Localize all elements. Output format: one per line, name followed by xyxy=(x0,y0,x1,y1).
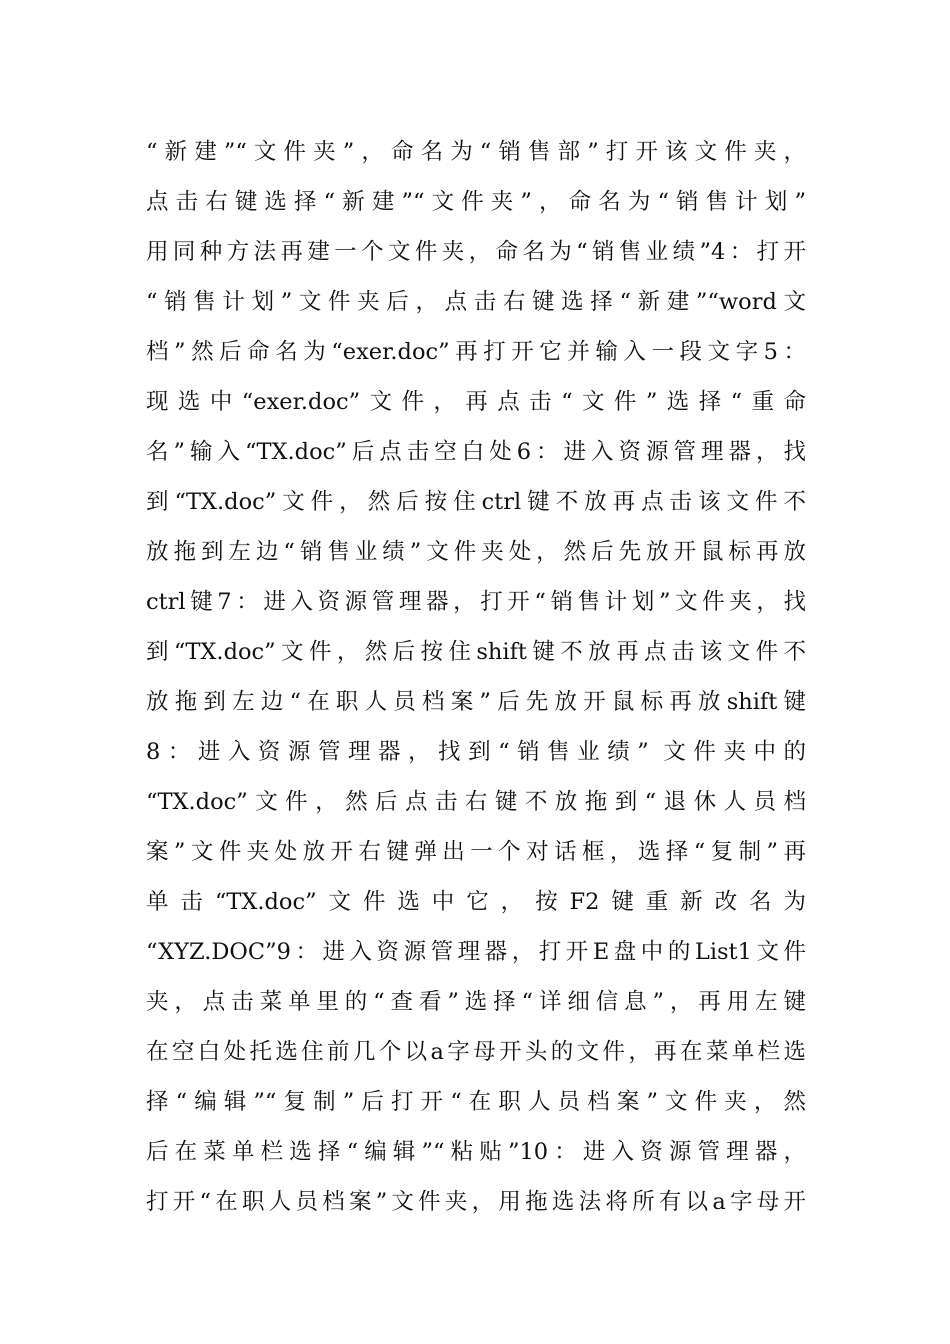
document-body-text xyxy=(146,127,806,1227)
text-line-13: 8：进入资源管理器，找到“销售业绩” 文件夹中的 xyxy=(146,739,806,765)
text-line-17: “XYZ.DOC”9：进入资源管理器，打开E盘中的List1文件 xyxy=(146,939,806,965)
text-line-2: 点击右键选择“新建”“文件夹”，命名为“销售计划” xyxy=(146,189,806,215)
text-line-18: 夹，点击菜单里的“查看”选择“详细信息”，再用左键 xyxy=(146,989,806,1015)
text-line-12: 放拖到左边“在职人员档案”后先放开鼠标再放shift键 xyxy=(146,689,806,715)
text-line-7: 名”输入“TX.doc”后点击空白处6：进入资源管理器，找 xyxy=(146,439,806,465)
text-line-5: 档”然后命名为“exer.doc”再打开它并输入一段文字5： xyxy=(146,339,806,365)
text-line-19: 在空白处托选住前几个以a字母开头的文件，再在菜单栏选 xyxy=(146,1039,806,1065)
text-line-22: 打开“在职人员档案”文件夹，用拖选法将所有以a字母开 xyxy=(146,1189,806,1215)
text-line-8: 到“TX.doc”文件，然后按住ctrl键不放再点击该文件不 xyxy=(146,489,806,515)
text-line-14: “TX.doc”文件，然后点击右键不放拖到“退休人员档 xyxy=(146,789,806,815)
text-line-4: “销售计划”文件夹后，点击右键选择“新建”“word文 xyxy=(146,289,806,315)
text-line-10: ctrl键7：进入资源管理器，打开“销售计划”文件夹，找 xyxy=(146,589,806,615)
text-line-16: 单击“TX.doc”文件选中它，按F2键重新改名为 xyxy=(146,889,806,915)
text-line-21: 后在菜单栏选择“编辑”“粘贴”10：进入资源管理器， xyxy=(146,1139,806,1165)
text-line-20: 择“编辑”“复制”后打开“在职人员档案”文件夹，然 xyxy=(146,1089,806,1115)
text-line-6: 现选中“exer.doc”文件，再点击“文件”选择“重命 xyxy=(146,389,806,415)
text-line-11: 到“TX.doc”文件，然后按住shift键不放再点击该文件不 xyxy=(146,639,806,665)
text-line-15: 案”文件夹处放开右键弹出一个对话框，选择“复制”再 xyxy=(146,839,806,865)
text-line-3: 用同种方法再建一个文件夹，命名为“销售业绩”4：打开 xyxy=(146,239,806,265)
text-line-9: 放拖到左边“销售业绩”文件夹处，然后先放开鼠标再放 xyxy=(146,539,806,565)
text-line-1: “新建”“文件夹”，命名为“销售部”打开该文件夹， xyxy=(146,139,806,165)
